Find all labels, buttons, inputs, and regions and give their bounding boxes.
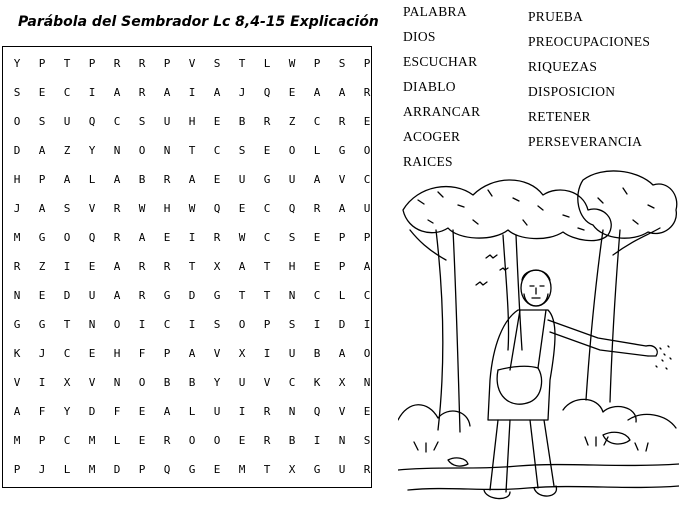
- grid-row: [3, 399, 371, 425]
- grid-letter: A: [313, 173, 321, 186]
- word-list-item: ESCUCHAR: [403, 54, 478, 69]
- word-list-item: PREOCUPACIONES: [528, 34, 651, 49]
- grid-letter: G: [13, 318, 21, 331]
- grid-letter: R: [13, 260, 21, 273]
- grid-letter: E: [213, 173, 221, 186]
- grid-letter: L: [88, 173, 96, 186]
- grid-letter: X: [238, 347, 246, 360]
- word-list-item: RAICES: [403, 154, 453, 169]
- grid-letter: D: [13, 144, 21, 157]
- grid-letter: U: [338, 463, 346, 476]
- grid-letter: S: [13, 86, 21, 99]
- grid-letter: R: [263, 434, 271, 447]
- grid-letter: P: [13, 463, 21, 476]
- grid-letter: W: [188, 202, 196, 215]
- grid-row: [3, 138, 371, 164]
- grid-letter: K: [13, 347, 21, 360]
- grid-letter: S: [288, 318, 296, 331]
- grid-letter: P: [88, 57, 96, 70]
- grid-letter: V: [88, 376, 96, 389]
- grid-letter: R: [113, 202, 121, 215]
- grid-letter: O: [213, 434, 221, 447]
- grid-letter: Y: [13, 57, 21, 70]
- grid-letter: H: [288, 260, 296, 273]
- grid-letter: L: [313, 144, 321, 157]
- grid-letter: M: [13, 434, 21, 447]
- grid-letter: C: [288, 376, 296, 389]
- grid-letter: I: [263, 347, 271, 360]
- word-list-item: DIOS: [403, 29, 436, 44]
- grid-letter: P: [38, 57, 46, 70]
- grid-letter: T: [238, 289, 246, 302]
- grid-letter: U: [213, 405, 221, 418]
- grid-letter: A: [338, 86, 346, 99]
- grid-letter: M: [13, 231, 21, 244]
- grid-letter: E: [313, 231, 321, 244]
- grid-letter: P: [38, 434, 46, 447]
- grid-letter: T: [263, 463, 271, 476]
- grid-letter: A: [163, 86, 171, 99]
- grid-letter: R: [138, 289, 146, 302]
- grid-letter: O: [363, 144, 371, 157]
- grid-letter: G: [38, 318, 46, 331]
- grid-letter: O: [113, 318, 121, 331]
- grid-letter: T: [63, 57, 71, 70]
- grid-letter: Q: [263, 86, 271, 99]
- grid-letter: E: [88, 260, 96, 273]
- grid-letter: R: [363, 86, 371, 99]
- grid-letter: R: [363, 463, 371, 476]
- grid-letter: O: [363, 347, 371, 360]
- grid-letter: I: [238, 405, 246, 418]
- grid-letter: H: [163, 202, 171, 215]
- grid-letter: Z: [63, 144, 71, 157]
- grid-letter: D: [88, 405, 96, 418]
- grid-letter: G: [313, 463, 321, 476]
- grid-letter: Y: [63, 405, 71, 418]
- grid-letter: R: [213, 231, 221, 244]
- grid-letter: D: [113, 463, 121, 476]
- grid-letter: B: [188, 376, 196, 389]
- grid-letter: H: [113, 347, 121, 360]
- grid-letter: V: [13, 376, 21, 389]
- grid-letter: R: [263, 115, 271, 128]
- grid-letter: P: [138, 463, 146, 476]
- grid-row: [3, 51, 371, 77]
- grid-letter: P: [263, 318, 271, 331]
- grid-letter: A: [13, 405, 21, 418]
- grid-row: [3, 283, 371, 309]
- grid-letter: J: [238, 86, 246, 99]
- grid-letter: H: [188, 115, 196, 128]
- grid-letter: C: [63, 86, 71, 99]
- grid-letter: C: [63, 434, 71, 447]
- grid-letter: T: [238, 57, 246, 70]
- grid-letter: E: [138, 434, 146, 447]
- grid-row: [3, 341, 371, 367]
- grid-letter: E: [213, 115, 221, 128]
- grid-letter: E: [363, 115, 371, 128]
- grid-letter: S: [38, 115, 46, 128]
- grid-letter: R: [163, 434, 171, 447]
- grid-letter: S: [213, 57, 221, 70]
- grid-letter: K: [313, 376, 321, 389]
- grid-letter: I: [363, 318, 371, 331]
- grid-letter: G: [263, 173, 271, 186]
- grid-letter: E: [263, 144, 271, 157]
- grid-letter: I: [188, 231, 196, 244]
- grid-letter: O: [238, 318, 246, 331]
- grid-letter: A: [188, 173, 196, 186]
- grid-letter: A: [38, 202, 46, 215]
- grid-letter: A: [113, 260, 121, 273]
- grid-letter: S: [363, 434, 371, 447]
- grid-letter: I: [313, 318, 321, 331]
- grid-letter: B: [138, 173, 146, 186]
- grid-letter: V: [263, 376, 271, 389]
- grid-letter: R: [138, 86, 146, 99]
- grid-letter: A: [338, 347, 346, 360]
- grid-letter: N: [338, 434, 346, 447]
- grid-letter: V: [88, 202, 96, 215]
- grid-letter: B: [288, 434, 296, 447]
- grid-letter: A: [163, 405, 171, 418]
- grid-letter: Q: [288, 202, 296, 215]
- grid-letter: L: [263, 57, 271, 70]
- grid-letter: E: [163, 231, 171, 244]
- grid-letter: O: [138, 376, 146, 389]
- grid-letter: R: [163, 173, 171, 186]
- grid-letter: C: [313, 115, 321, 128]
- grid-letter: U: [288, 173, 296, 186]
- grid-letter: E: [38, 289, 46, 302]
- grid-row: [3, 225, 371, 251]
- grid-letter: L: [63, 463, 71, 476]
- grid-letter: A: [313, 86, 321, 99]
- grid-letter: A: [188, 347, 196, 360]
- grid-letter: P: [313, 57, 321, 70]
- grid-letter: O: [63, 231, 71, 244]
- word-search-grid: [2, 46, 372, 488]
- grid-letter: N: [13, 289, 21, 302]
- word-list-item: PALABRA: [403, 4, 467, 19]
- grid-letter: R: [138, 260, 146, 273]
- grid-letter: P: [363, 57, 371, 70]
- grid-letter: W: [288, 57, 296, 70]
- grid-letter: D: [63, 289, 71, 302]
- grid-letter: E: [88, 347, 96, 360]
- grid-letter: I: [188, 318, 196, 331]
- grid-letter: N: [113, 376, 121, 389]
- grid-letter: Z: [288, 115, 296, 128]
- grid-letter: E: [363, 405, 371, 418]
- grid-letter: A: [338, 202, 346, 215]
- grid-letter: R: [313, 202, 321, 215]
- grid-letter: R: [263, 405, 271, 418]
- grid-letter: P: [338, 231, 346, 244]
- grid-letter: V: [213, 347, 221, 360]
- grid-letter: T: [263, 260, 271, 273]
- grid-letter: S: [288, 231, 296, 244]
- grid-letter: V: [338, 173, 346, 186]
- grid-letter: E: [138, 405, 146, 418]
- grid-letter: L: [338, 289, 346, 302]
- grid-letter: T: [63, 318, 71, 331]
- grid-letter: P: [363, 231, 371, 244]
- grid-letter: Y: [213, 376, 221, 389]
- grid-letter: G: [213, 289, 221, 302]
- grid-letter: A: [138, 231, 146, 244]
- grid-letter: M: [238, 463, 246, 476]
- grid-letter: B: [313, 347, 321, 360]
- grid-letter: X: [338, 376, 346, 389]
- grid-letter: A: [113, 289, 121, 302]
- grid-letter: G: [338, 144, 346, 157]
- word-list-item: RIQUEZAS: [528, 59, 598, 74]
- grid-letter: B: [238, 115, 246, 128]
- grid-row: [3, 370, 371, 396]
- grid-letter: R: [338, 115, 346, 128]
- grid-letter: P: [163, 57, 171, 70]
- grid-letter: I: [313, 434, 321, 447]
- grid-letter: G: [163, 289, 171, 302]
- grid-letter: P: [38, 173, 46, 186]
- grid-letter: U: [238, 376, 246, 389]
- word-list-item: DISPOSICION: [528, 84, 616, 99]
- grid-letter: Q: [213, 202, 221, 215]
- grid-letter: X: [63, 376, 71, 389]
- grid-letter: I: [188, 86, 196, 99]
- grid-letter: T: [188, 260, 196, 273]
- grid-letter: C: [263, 202, 271, 215]
- grid-row: [3, 312, 371, 338]
- grid-letter: S: [213, 318, 221, 331]
- grid-letter: G: [188, 463, 196, 476]
- grid-letter: H: [13, 173, 21, 186]
- word-list-item: ARRANCAR: [403, 104, 481, 119]
- grid-letter: J: [38, 347, 46, 360]
- grid-letter: M: [88, 434, 96, 447]
- word-list-item: DIABLO: [403, 79, 456, 94]
- grid-letter: C: [363, 289, 371, 302]
- grid-letter: A: [38, 144, 46, 157]
- grid-letter: N: [113, 144, 121, 157]
- grid-letter: Q: [313, 405, 321, 418]
- grid-letter: N: [88, 318, 96, 331]
- grid-letter: A: [238, 260, 246, 273]
- word-list-item: ACOGER: [403, 129, 461, 144]
- grid-row: [3, 428, 371, 454]
- grid-row: [3, 80, 371, 106]
- grid-letter: U: [238, 173, 246, 186]
- grid-letter: W: [238, 231, 246, 244]
- grid-letter: S: [138, 115, 146, 128]
- grid-row: [3, 109, 371, 135]
- grid-letter: U: [363, 202, 371, 215]
- grid-letter: G: [38, 231, 46, 244]
- word-list-item: RETENER: [528, 109, 591, 124]
- grid-letter: O: [288, 144, 296, 157]
- grid-letter: W: [138, 202, 146, 215]
- grid-letter: R: [163, 260, 171, 273]
- grid-letter: D: [188, 289, 196, 302]
- grid-letter: O: [138, 144, 146, 157]
- grid-letter: L: [188, 405, 196, 418]
- grid-letter: E: [213, 463, 221, 476]
- grid-letter: E: [313, 260, 321, 273]
- grid-row: [3, 254, 371, 280]
- grid-letter: C: [363, 173, 371, 186]
- grid-letter: U: [88, 289, 96, 302]
- grid-letter: J: [13, 202, 21, 215]
- grid-letter: C: [213, 144, 221, 157]
- grid-letter: U: [63, 115, 71, 128]
- grid-letter: M: [88, 463, 96, 476]
- grid-letter: C: [63, 347, 71, 360]
- grid-letter: A: [363, 260, 371, 273]
- grid-letter: N: [363, 376, 371, 389]
- grid-letter: N: [163, 144, 171, 157]
- grid-letter: V: [338, 405, 346, 418]
- grid-letter: S: [338, 57, 346, 70]
- grid-letter: N: [288, 289, 296, 302]
- grid-letter: P: [163, 347, 171, 360]
- grid-letter: I: [138, 318, 146, 331]
- grid-letter: N: [288, 405, 296, 418]
- grid-letter: F: [38, 405, 46, 418]
- word-list-item: PERSEVERANCIA: [528, 134, 643, 149]
- grid-letter: O: [13, 115, 21, 128]
- grid-letter: D: [338, 318, 346, 331]
- grid-letter: Y: [88, 144, 96, 157]
- grid-letter: X: [288, 463, 296, 476]
- grid-letter: C: [163, 318, 171, 331]
- grid-letter: C: [263, 231, 271, 244]
- grid-row: [3, 167, 371, 193]
- grid-letter: Q: [163, 463, 171, 476]
- grid-letter: R: [138, 57, 146, 70]
- grid-row: [3, 196, 371, 222]
- grid-letter: S: [63, 202, 71, 215]
- grid-letter: X: [213, 260, 221, 273]
- grid-letter: F: [113, 405, 121, 418]
- grid-letter: U: [163, 115, 171, 128]
- grid-letter: C: [313, 289, 321, 302]
- grid-letter: O: [188, 434, 196, 447]
- grid-letter: S: [238, 144, 246, 157]
- grid-letter: C: [113, 115, 121, 128]
- grid-letter: L: [113, 434, 121, 447]
- grid-letter: Z: [38, 260, 46, 273]
- grid-row: [3, 457, 371, 483]
- sower-illustration: [398, 170, 679, 517]
- grid-letter: T: [188, 144, 196, 157]
- grid-letter: P: [338, 260, 346, 273]
- word-list-item: PRUEBA: [528, 9, 584, 24]
- grid-letter: E: [38, 86, 46, 99]
- grid-letter: E: [288, 86, 296, 99]
- grid-letter: Q: [88, 231, 96, 244]
- grid-letter: A: [213, 86, 221, 99]
- grid-letter: I: [88, 86, 96, 99]
- page-title: Parábola del Sembrador Lc 8,4-15 Explicación: [18, 14, 379, 30]
- grid-letter: R: [113, 57, 121, 70]
- grid-letter: E: [238, 434, 246, 447]
- grid-letter: I: [63, 260, 71, 273]
- grid-letter: F: [138, 347, 146, 360]
- grid-letter: T: [263, 289, 271, 302]
- grid-letter: J: [38, 463, 46, 476]
- grid-letter: R: [113, 231, 121, 244]
- grid-letter: V: [188, 57, 196, 70]
- grid-letter: I: [38, 376, 46, 389]
- grid-letter: U: [288, 347, 296, 360]
- grid-letter: E: [238, 202, 246, 215]
- grid-letter: B: [163, 376, 171, 389]
- grid-letter: A: [113, 173, 121, 186]
- grid-letter: A: [63, 173, 71, 186]
- grid-letter: Q: [88, 115, 96, 128]
- grid-letter: A: [113, 86, 121, 99]
